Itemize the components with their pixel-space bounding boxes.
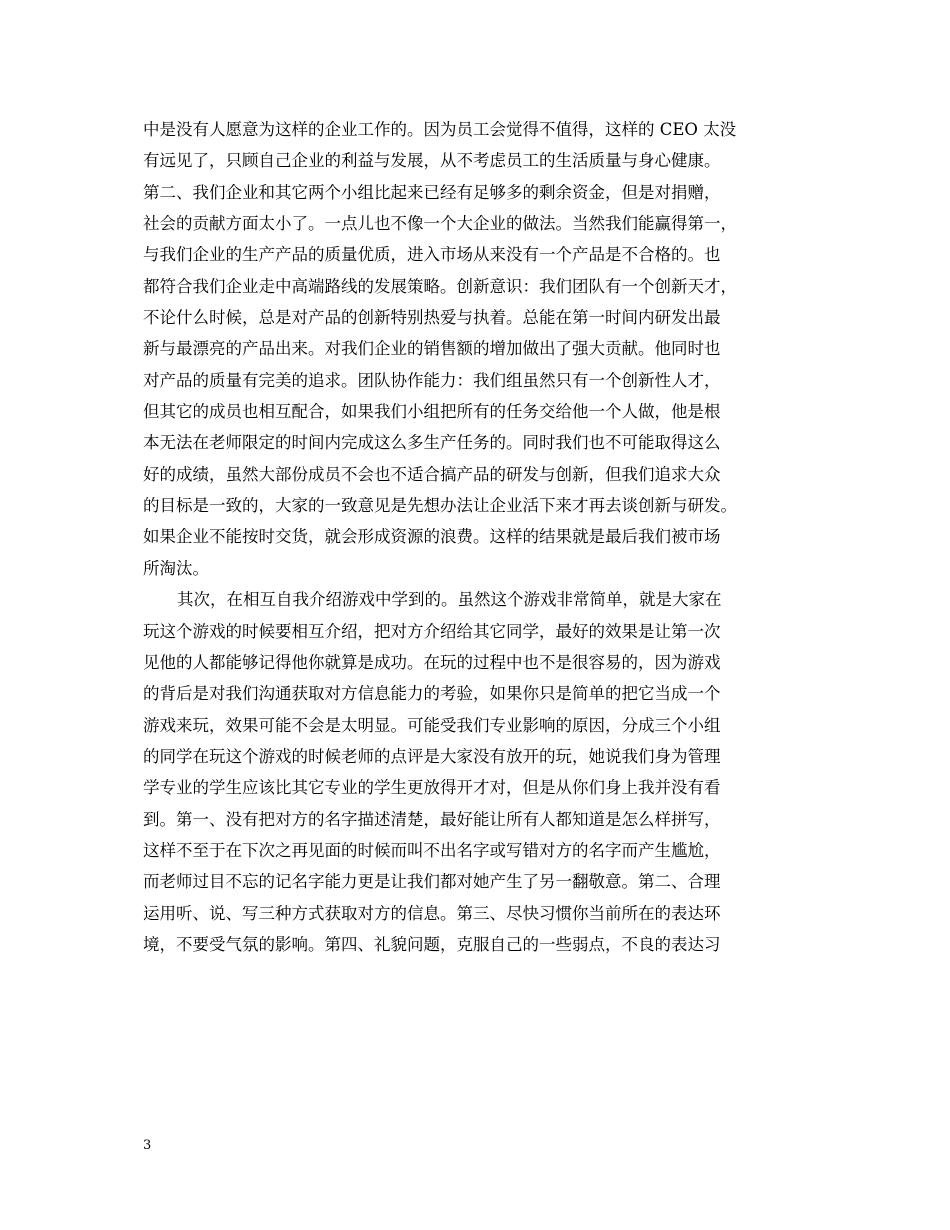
text-line: 运用听、说、写三种方式获取对方的信息。第三、尽快习惯你当前所在的表达环 [143,903,721,923]
text-line: 见他的人都能够记得他你就算是成功。在玩的过程中也不是很容易的，因为游戏 [143,652,721,672]
text-line: 游戏来玩，效果可能不会是太明显。可能受我们专业影响的原因，分成三个小组 [143,715,721,735]
text-line: 而老师过目不忘的记名字能力更是让我们都对她产生了另一翻敬意。第二、合理 [143,872,721,892]
text-line: 好的成绩，虽然大部份成员不会也不适合搞产品的研发与创新，但我们追求大众 [143,464,721,484]
body-text [143,114,815,960]
text-line: 学专业的学生应该比其它专业的学生更放得开才对，但是从你们身上我并没有看 [143,778,721,798]
text-line: 其次，在相互自我介绍游戏中学到的。虽然这个游戏非常简单，就是大家在 [177,590,722,610]
text-line: 都符合我们企业走中高端路线的发展策略。创新意识：我们团队有一个创新天才， [143,276,737,296]
text-line: 本无法在老师限定的时间内完成这么多生产任务的。同时我们也不可能取得这么 [143,433,721,453]
text-line: 如果企业不能按时交货，就会形成资源的浪费。这样的结果就是最后我们被市场 [143,527,721,547]
text-line: 不论什么时候，总是对产品的创新特别热爱与执着。总能在第一时间内研发出最 [143,308,721,328]
text-line: 所淘汰。 [143,558,209,578]
text-line: 第二、我们企业和其它两个小组比起来已经有足够多的剩余资金，但是对捐赠， [143,182,721,202]
text-line: 玩这个游戏的时候要相互介绍，把对方介绍给其它同学，最好的效果是让第一次 [143,621,721,641]
text-line: 社会的贡献方面太小了。一点儿也不像一个大企业的做法。当然我们能赢得第一， [143,214,737,234]
text-line: 有远见了，只顾自己企业的利益与发展，从不考虑员工的生活质量与身心健康。 [143,151,721,171]
text-line: 新与最漂亮的产品出来。对我们企业的销售额的增加做出了强大贡献。他同时也 [143,339,721,359]
page-number: 3 [143,1138,152,1153]
text-line: 对产品的质量有完美的追求。团队协作能力：我们组虽然只有一个创新性人才， [143,370,721,390]
text-line: 这样不至于在下次之再见面的时候而叫不出名字或写错对方的名字而产生尴尬， [143,840,721,860]
text-line: 的背后是对我们沟通获取对方信息能力的考验，如果你只是简单的把它当成一个 [143,684,721,704]
text-line: 的同学在玩这个游戏的时候老师的点评是大家没有放开的玩，她说我们身为管理 [143,746,721,766]
text-line: 的目标是一致的，大家的一致意见是先想办法让企业活下来才再去谈创新与研发。 [143,496,737,516]
text-line: 到。第一、没有把对方的名字描述清楚，最好能让所有人都知道是怎么样拼写， [143,809,721,829]
text-line: 中是没有人愿意为这样的企业工作的。因为员工会觉得不值得，这样的 CEO 太没 [143,120,737,139]
text-line: 但其它的成员也相互配合，如果我们小组把所有的任务交给他一个人做，他是根 [143,402,721,422]
text-line: 境，不要受气氛的影响。第四、礼貌问题，克服自己的一些弱点，不良的表达习 [143,934,721,954]
text-line: 与我们企业的生产产品的质量优质，进入市场从来没有一个产品是不合格的。也 [143,245,721,265]
